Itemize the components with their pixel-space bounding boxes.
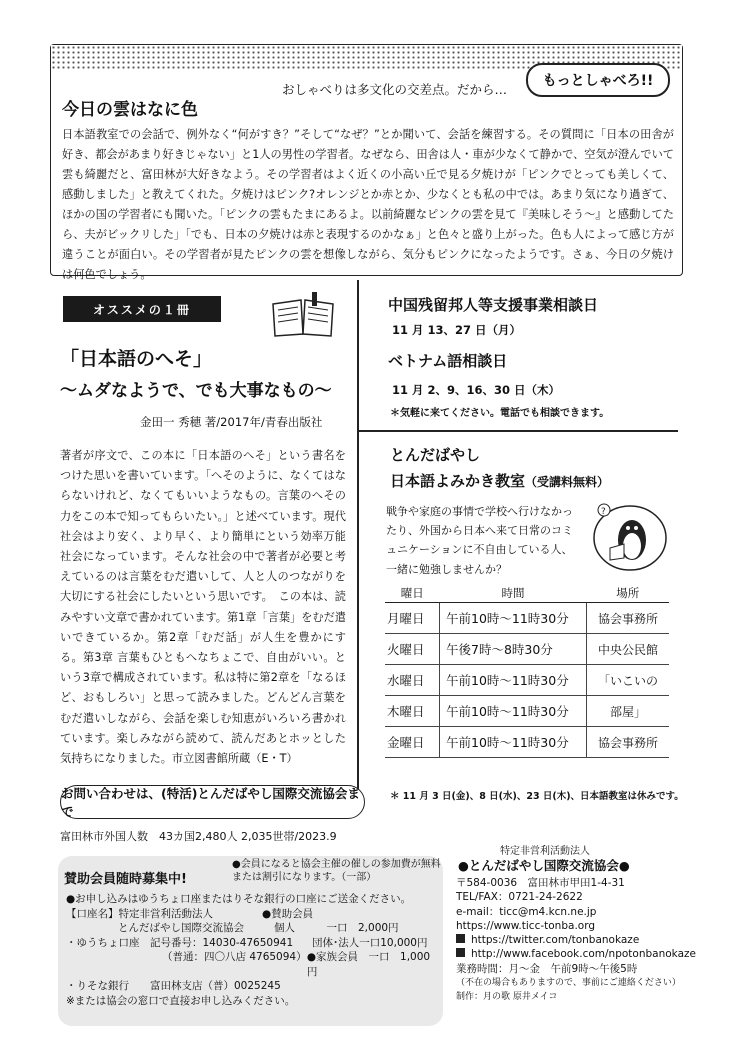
org-credit: 制作：月の歌 原井メイコ (456, 992, 558, 1003)
support-line: ●お申し込みはゆうちょ口座またはりそな銀行の口座にご送金ください。 (66, 893, 412, 905)
support-row (66, 950, 436, 979)
row-time: 午前10時～11時30分 (440, 665, 587, 696)
row-time: 午前10時～11時30分 (440, 603, 587, 634)
yucho-branch: （普通：四〇八店 4765094） (162, 951, 307, 963)
column-tagline: おしゃべりは多文化の交差点。だから… (282, 82, 508, 97)
book-meta: 金田一 秀穂 著/2017年/青春出版社 (140, 415, 323, 429)
header-place: 場所 (587, 584, 670, 603)
table-header-row (385, 584, 669, 603)
row-place: 協会事務所 (587, 603, 670, 634)
column-title: 今日の雲はなに色 (62, 100, 198, 120)
class-title-line1: とんだばやし (390, 446, 481, 464)
column-badge: もっとしゃべろ!! (526, 63, 670, 97)
org-contact (456, 876, 696, 1005)
table-row (385, 665, 669, 696)
org-tel: TEL/FAX：0721-24-2622 (456, 891, 583, 904)
row-place: 中央公民館 (587, 634, 670, 665)
support-heading: 賛助会員随時募集中! (64, 872, 187, 887)
header-time: 時間 (440, 584, 587, 603)
support-details (66, 892, 436, 1008)
row-day: 月曜日 (385, 603, 440, 634)
twitter-icon (456, 934, 465, 943)
support-footer: ※または協会の窓口で直接お申し込みください。 (66, 994, 296, 1007)
org-name: ●とんだばやし国際交流協会● (458, 858, 630, 873)
foreign-resident-stats: 富田林市外国人数 43カ国2,480人 2,035世帯/2023.9 (60, 830, 337, 843)
class-title-main: 日本語よみかき教室 (390, 472, 526, 490)
row-time: 午前10時～11時30分 (440, 727, 587, 758)
consult-note: ＊気軽に来てください。電話でも相談できます。 (390, 408, 610, 419)
org-hours-note: （不在の場合もありますので、事前にご連絡ください） (456, 978, 681, 989)
book-subtitle: ～ムダなようで、でも大事なもの～ (60, 381, 332, 401)
consult-title: 中国残留邦人等支援事業相談日 (388, 296, 599, 314)
class-fee-note: （受講料無料） (525, 475, 610, 489)
svg-text:?: ? (601, 507, 606, 517)
book-review-body: 著者が序文で、この本に「日本語のへそ」という書名をつけた思いを書いています。「へそのように、なくてはならないけれど、なくてもいいようなもの。言葉のへその力をこの本で知ってもらいたい。」と述べています。現代社会はより安く、より早く、より簡単にという効率万能社会になっています。そんな社会の中で著者が必要と考えているのは言葉をむだ遣いして、人と人のつながりを大切にする社会にしたいという思いです。 この本は、読みやすい文章で書かれています。第1章「言葉」をむだ遣いできているか。第2章「むだ話」が人生を豊かにする。第3章 言葉もひともへなちょこで、自由がいい。という3章で構成されています。私は特に第2章を「なるほど、おもしろい」と思って読みました。どんどん言葉をむだ遣いしながら、会話を楽しむ知恵がいろいろ書かれています。楽しみながら読めて、読んだあとホッとした気持ちになりました。市立図書館所蔵（E・T） (60, 449, 346, 766)
org-twitter-row[interactable] (456, 933, 696, 947)
org-type: 特定非営利活動法人 (500, 846, 590, 857)
table-row (385, 603, 669, 634)
row-place: 協会事務所 (587, 727, 670, 758)
row-place: 部屋」 (587, 696, 670, 727)
org-facebook-row[interactable] (456, 947, 696, 961)
account-column (66, 907, 262, 936)
account-label: 【口座名】特定非営利活動法人 (66, 907, 213, 920)
support-row (66, 936, 436, 951)
row-place: 「いこいの (587, 665, 670, 696)
org-twitter: https://twitter.com/tonbanokaze (471, 934, 640, 947)
account-name: とんだばやし国際交流協会 (118, 922, 244, 934)
recommend-tab: オススメの１冊 (63, 296, 221, 322)
facebook-icon (456, 948, 465, 957)
member-family: ●家族会員 一口 1,000円 (306, 951, 431, 978)
consult-dates: 11 月 13、27 日（月） (392, 323, 522, 337)
org-postal: 〒584-0036 富田林市甲田1-4-31 (456, 877, 625, 889)
column-divider (357, 280, 359, 790)
column-body: 日本語教室での会話で、例外なく“何がすき？”そして“なぜ？”とか聞いて、会話を練習する。その質問に「日本の田舎が好き、都会があまり好きじゃない」と1人の男性の学習者。なぜなら、田舎は人・車が少なくて静かで、空気が澄んでいて雲も綺麗だと、富田林が大好きなよう。その学習者はよく近くの小高い丘で見る夕焼けが「ピンクでとっても美しくて、感動しました」と教えてくれた。夕焼けはピンク?オレンジとか赤とか、少なくとも私の中では。あまり気になり過ぎて、ほかの国の学習者にも聞いた。「ピンクの雲もたまにあるよ。以前綺麗なピンクの雲を見て『美味しそう～』と感動してたら、夫がビックリした」「でも、日本の夕焼けは赤と表現するのかなぁ」と色々と盛り上がった。色も人によって感じ方が違うことが面白い。その学習者が見たピンクの雲を想像しながら、気分もピンクになったようです。さぁ、今日の夕焼けは何色でしょう。 (62, 128, 674, 281)
row-time: 午後7時～8時30分 (440, 634, 587, 665)
holiday-note: ＊ 11 月 3 日(金)、8 日(水)、23 日(木)、日本語教室は休みです。 (390, 791, 684, 802)
inquiry-banner: お問い合わせは、(特活)とんだばやし国際交流協会まで (60, 785, 365, 819)
open-book-icon (268, 290, 338, 340)
org-facebook: http://www.facebook.com/npotonbanokaze (471, 948, 696, 961)
row-day: 金曜日 (385, 727, 440, 758)
vietnamese-consult-title: ベトナム語相談日 (388, 352, 508, 370)
class-description: 戦争や家庭の事情で学校へ行けなかったり、外国から日本へ来て日常のコミュニケーションに不自由している人、一緒に勉強しませんか？ (386, 505, 573, 576)
member-group: 団体･法人一口10,000円 (312, 936, 428, 949)
row-time: 午前10時～11時30分 (440, 696, 587, 727)
org-email[interactable]: e-mail：ticc@m4.kcn.ne.jp (456, 905, 597, 918)
book-title: 「日本語のへそ」 (60, 348, 213, 370)
resona-account: ・りそな銀行 富田林支店（普）0025245 (66, 980, 281, 992)
support-benefit-note: ●会員になると協会主催の催しの参加費が無料または割引になります。（一部） (232, 859, 441, 883)
yucho-account: ・ゆうちょ口座 記号番号：14030-47650941 (66, 936, 294, 949)
row-day: 火曜日 (385, 634, 440, 665)
table-row (385, 727, 669, 758)
section-divider (358, 430, 678, 432)
vietnamese-consult-dates: 11 月 2、9、16、30 日（木） (392, 383, 561, 397)
header-day: 曜日 (385, 584, 440, 603)
org-website[interactable]: https://www.ticc-tonba.org (456, 919, 595, 932)
member-individual: 個人 一口 2,000円 (274, 922, 399, 934)
member-head: ●賛助会員 (262, 907, 314, 920)
table-row (385, 634, 669, 665)
member-column (262, 907, 399, 936)
org-hours: 業務時間：月～金 午前9時～午後5時 (456, 962, 638, 975)
row-day: 木曜日 (385, 696, 440, 727)
table-row (385, 696, 669, 727)
class-title-line2 (390, 470, 609, 491)
penguin-reading-icon (590, 500, 670, 572)
row-day: 水曜日 (385, 665, 440, 696)
class-schedule-table (385, 584, 669, 758)
support-row (66, 907, 436, 936)
